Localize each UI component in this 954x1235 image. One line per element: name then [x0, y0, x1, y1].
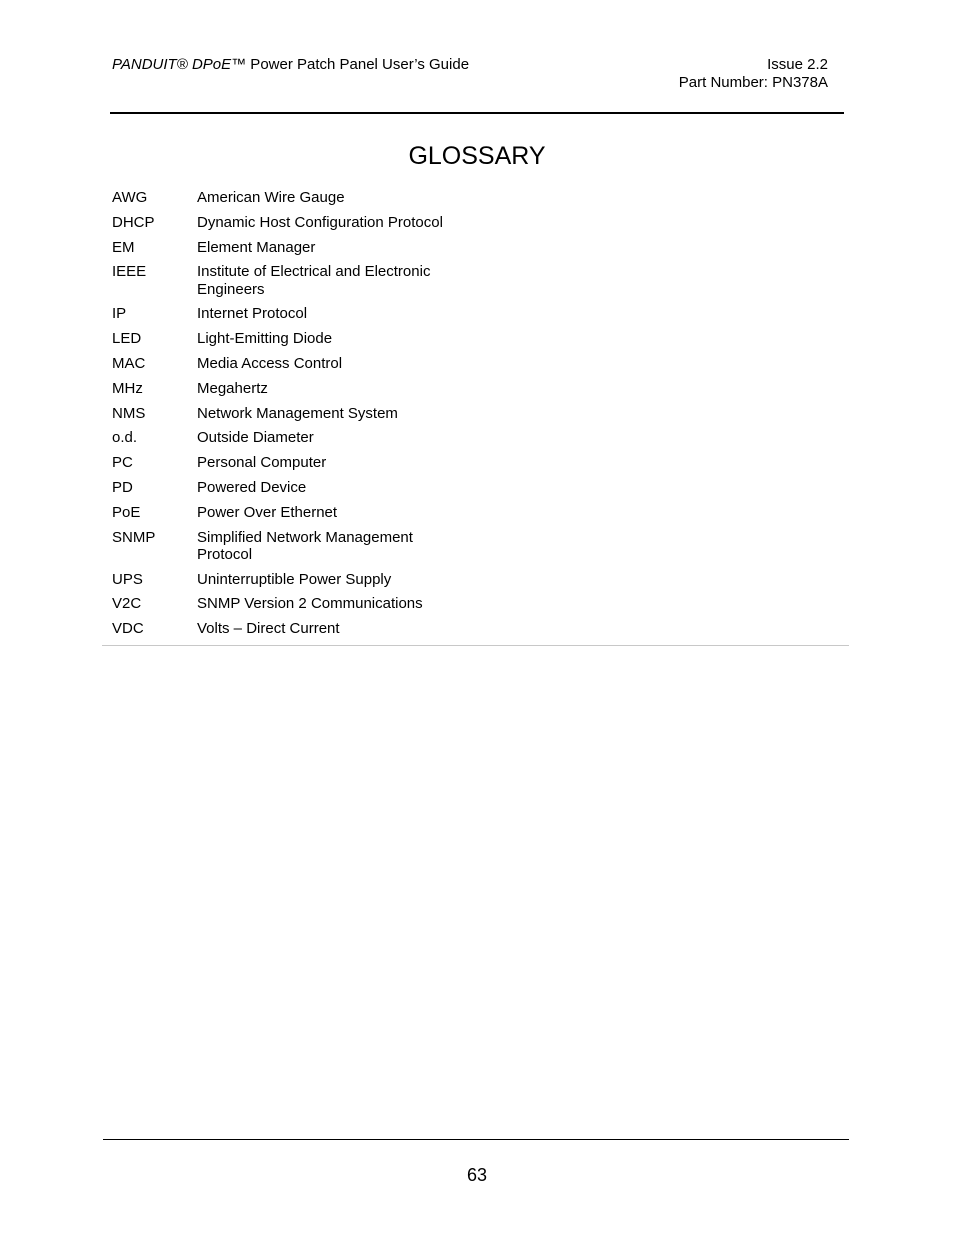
glossary-term: V2C	[112, 595, 142, 613]
glossary-row	[102, 571, 849, 596]
glossary-definition: Network Management System	[197, 404, 398, 422]
glossary-definition: Media Access Control	[197, 354, 343, 372]
glossary-term: NMS	[112, 404, 146, 422]
glossary-row	[102, 380, 849, 405]
issue-number: Issue 2.2	[767, 56, 828, 73]
glossary-term: MHz	[112, 379, 143, 397]
glossary-definition: Institute of Electrical and Electronic Engineers	[197, 263, 431, 298]
glossary-row	[102, 504, 849, 529]
glossary-row	[102, 189, 849, 214]
glossary-row	[102, 479, 849, 504]
glossary-term: DHCP	[112, 213, 155, 231]
glossary-term: SNMP	[112, 528, 156, 546]
glossary-definition: Megahertz	[197, 379, 268, 397]
glossary-definition: Power Over Ethernet	[197, 503, 338, 521]
glossary-term: IP	[112, 305, 127, 323]
glossary-definition: Internet Protocol	[197, 305, 308, 323]
footer-divider	[103, 1139, 849, 1140]
header-divider	[110, 112, 844, 114]
glossary-term: AWG	[112, 189, 148, 206]
glossary-term: PC	[112, 454, 133, 472]
glossary-row	[102, 330, 849, 355]
glossary-definition: Simplified Network Management Protocol	[197, 528, 413, 564]
glossary-term: IEEE	[112, 263, 147, 281]
glossary-row	[102, 454, 849, 479]
document-header-info	[679, 56, 828, 92]
glossary-definition: Light-Emitting Diode	[197, 330, 333, 348]
glossary-row	[102, 405, 849, 430]
part-number: Part Number: PN378A	[678, 74, 828, 91]
glossary-term: UPS	[112, 570, 143, 588]
page-number: 63	[466, 1165, 488, 1185]
glossary-row	[102, 263, 849, 305]
glossary-definition: American Wire Gauge	[197, 189, 345, 206]
glossary-row	[102, 305, 849, 330]
glossary-row	[102, 620, 849, 645]
glossary-definition: Volts – Direct Current	[197, 620, 340, 638]
glossary-term: EM	[112, 238, 135, 256]
glossary-definition: Outside Diameter	[197, 429, 314, 447]
glossary-row	[102, 355, 849, 380]
glossary-row	[102, 529, 849, 571]
glossary-row	[102, 429, 849, 454]
glossary-term: VDC	[112, 620, 144, 638]
page-title: GLOSSARY	[408, 142, 546, 170]
glossary-definition: Powered Device	[197, 478, 307, 496]
glossary-row	[102, 595, 849, 620]
glossary-table	[102, 189, 849, 646]
glossary-term: PD	[112, 478, 133, 496]
guide-title: Power Patch Panel User’s Guide	[246, 56, 470, 73]
glossary-definition: Uninterruptible Power Supply	[197, 570, 392, 588]
glossary-term: LED	[112, 330, 142, 348]
glossary-definition: Personal Computer	[197, 454, 327, 472]
glossary-row	[102, 214, 849, 239]
brand-name: PANDUIT® DPoE™	[112, 56, 247, 73]
glossary-definition: Dynamic Host Configuration Protocol	[197, 213, 443, 231]
glossary-definition: Element Manager	[197, 238, 316, 256]
glossary-term: MAC	[112, 354, 146, 372]
glossary-row	[102, 239, 849, 264]
glossary-term: PoE	[112, 503, 141, 521]
document-header-title	[112, 56, 469, 74]
glossary-term: o.d.	[112, 429, 138, 447]
glossary-definition: SNMP Version 2 Communications	[197, 595, 423, 613]
